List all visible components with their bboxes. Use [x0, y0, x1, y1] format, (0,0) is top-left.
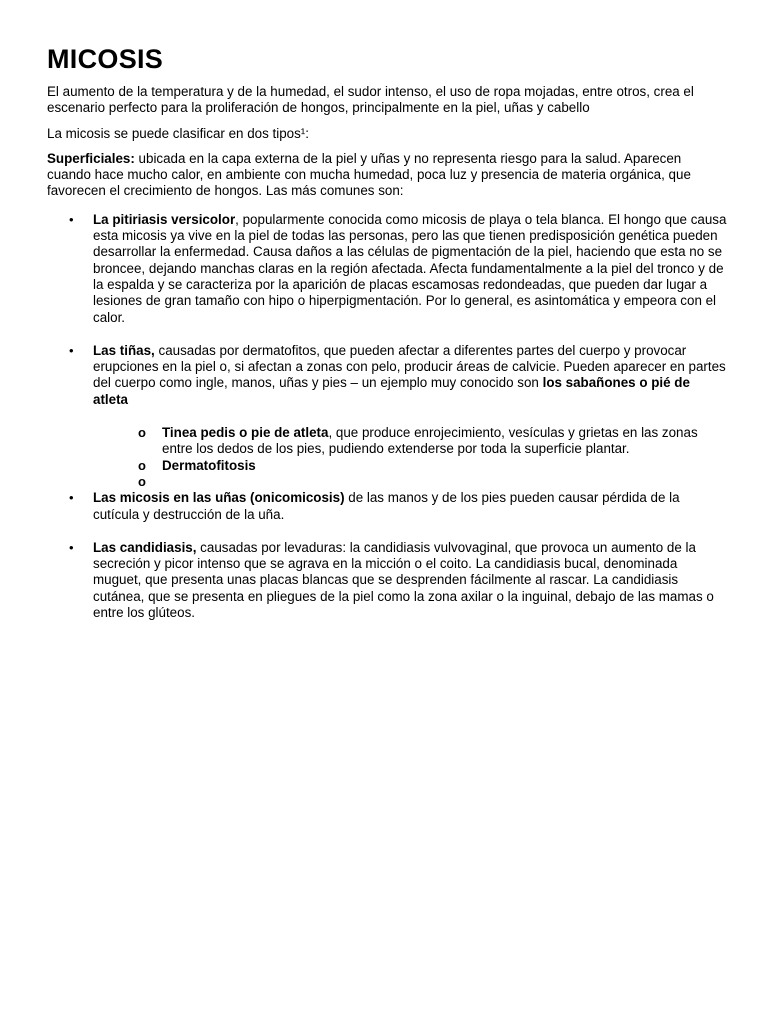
sub-item-dermatofitosis	[93, 458, 728, 474]
list-item-onicomicosis	[47, 490, 728, 523]
sub-item-bold: Tinea pedis o pie de atleta	[162, 425, 329, 441]
bullet-icon: •	[69, 490, 74, 506]
item-bold: Las tiñas,	[93, 342, 155, 358]
circle-bullet-icon: o	[138, 457, 146, 473]
item-text: causadas por dermatofitos, que pueden afectar a diferentes partes del cuerpo y provocar erupciones en la piel o, si afectan a zonas con pelo, producir áreas de calvicie. Pueden aparecer en partes del cuerpo como ingle, manos, uñas y pies – un ejemplo muy conocido son	[93, 342, 726, 391]
list-item-pitiriasis	[47, 212, 728, 326]
sub-item-empty	[93, 474, 728, 490]
sub-item-bold: Dermatofitosis	[162, 457, 256, 473]
micosis-list	[47, 212, 728, 622]
intro-paragraph: El aumento de la temperatura y de la humedad, el sudor intenso, el uso de ropa mojadas, entre otros, crea el escenario perfecto para la proliferación de hongos, principalmente en la piel, uñas y cabello	[47, 84, 694, 116]
item-text: , popularmente conocida como micosis de playa o tela blanca. El hongo que causa esta micosis ya vive en la piel de todas las personas, pero las que tienen predisposición genética pueden desarrollar la enfermedad. Causa daños a las células de pigmentación de la piel, haciendo que esta no se broncee, dejando manchas claras en la región afectada. Afecta fundamentalmente a la piel del tronco y de la espalda y se caracteriza por la aparición de placas escamosas redondeadas, que pueden dar lugar a lesiones de gran tamaño con hipo o hiperpigmentación. Por lo general, es asintomática y empeora con el calor.	[93, 211, 727, 325]
bullet-icon: •	[69, 342, 74, 358]
item-bold: Las candidiasis,	[93, 539, 197, 555]
bullet-icon: •	[69, 211, 74, 227]
item-text: causadas por levaduras: la candidiasis vulvovaginal, que provoca un aumento de la secreción y picor intenso que se agrava en la micción o el coito. La candidiasis bucal, denominada muguet, que presenta unas placas blancas que se desprenden fácilmente al rascar. La candidiasis cutánea, que se presenta en pliegues de la piel como la zona axilar o la inguinal, debajo de las mamas o entre los glúteos.	[93, 539, 714, 621]
item-bold: La pitiriasis versicolor	[93, 211, 236, 227]
page-title: MICOSIS	[47, 44, 164, 74]
item-bold: Las micosis en las uñas (onicomicosis)	[93, 490, 345, 506]
bullet-icon: •	[69, 539, 74, 555]
sub-item-text: , que produce enrojecimiento, vesículas y grietas en las zonas entre los dedos de los pies, pudiendo extenderse por toda la superficie plantar.	[162, 425, 698, 457]
item-text: de las manos y de los pies pueden causar pérdida de la cutícula y destrucción de la uña.	[93, 490, 680, 522]
tinas-sublist	[93, 425, 728, 490]
item-bold-end: los sabañones o pié de atleta	[93, 375, 690, 407]
list-item-candidiasis	[47, 540, 728, 621]
circle-bullet-icon: o	[138, 473, 146, 489]
superficial-paragraph	[47, 151, 728, 200]
list-item-tinas	[47, 343, 728, 490]
classification-paragraph: La micosis se puede clasificar en dos tipos¹:	[47, 125, 309, 141]
circle-bullet-icon: o	[138, 425, 146, 441]
superficial-label: Superficiales:	[47, 150, 135, 166]
superficial-text: ubicada en la capa externa de la piel y uñas y no representa riesgo para la salud. Aparecen cuando hace mucho calor, en ambiente con mucha humedad, poca luz y presencia de materia orgánica, que favorecen el crecimiento de hongos. Las más comunes son:	[47, 150, 691, 199]
sub-item-tinea-pedis	[93, 425, 728, 458]
